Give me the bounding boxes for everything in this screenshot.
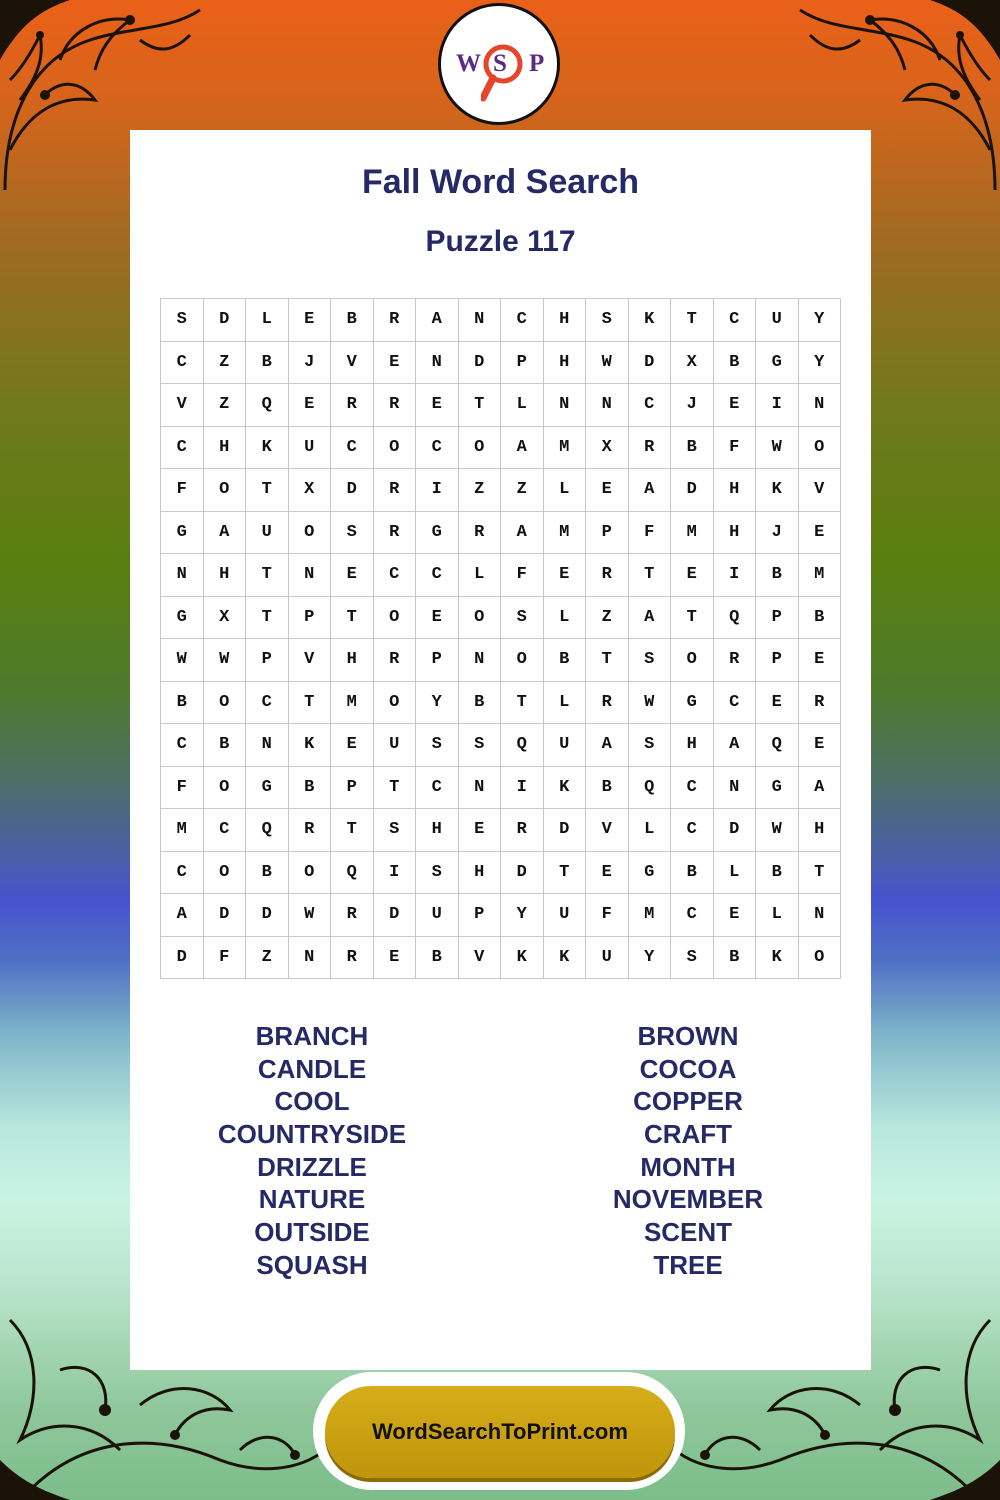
grid-cell[interactable]: U <box>756 299 799 342</box>
word-list-item: CRAFT <box>643 1119 733 1150</box>
grid-cell[interactable]: B <box>544 639 587 682</box>
grid-cell[interactable]: E <box>331 724 374 767</box>
grid-cell[interactable]: Z <box>204 384 247 427</box>
grid-cell[interactable]: Y <box>501 894 544 937</box>
grid-cell[interactable]: O <box>204 767 247 810</box>
grid-cell[interactable]: W <box>161 639 204 682</box>
grid-cell[interactable]: O <box>374 427 417 470</box>
grid-cell[interactable]: Z <box>459 469 502 512</box>
grid-cell[interactable]: I <box>374 852 417 895</box>
grid-cell[interactable]: R <box>289 809 332 852</box>
grid-cell[interactable]: H <box>331 639 374 682</box>
grid-cell[interactable]: A <box>416 299 459 342</box>
grid-cell[interactable]: O <box>289 852 332 895</box>
grid-cell[interactable]: J <box>289 342 332 385</box>
word-list-item: TREE <box>653 1249 723 1280</box>
grid-cell[interactable]: O <box>374 597 417 640</box>
grid-cell[interactable]: B <box>459 682 502 725</box>
grid-cell[interactable]: T <box>671 299 714 342</box>
grid-cell[interactable]: R <box>374 299 417 342</box>
grid-cell[interactable]: S <box>416 724 459 767</box>
grid-cell[interactable]: E <box>416 597 459 640</box>
grid-cell[interactable]: C <box>416 767 459 810</box>
grid-cell[interactable]: J <box>671 384 714 427</box>
grid-cell[interactable]: Y <box>799 299 842 342</box>
grid-cell[interactable]: R <box>799 682 842 725</box>
grid-cell[interactable]: O <box>204 682 247 725</box>
grid-cell[interactable]: X <box>204 597 247 640</box>
grid-cell[interactable]: R <box>586 554 629 597</box>
grid-cell[interactable]: F <box>501 554 544 597</box>
grid-cell[interactable]: L <box>714 852 757 895</box>
grid-cell[interactable]: R <box>501 809 544 852</box>
grid-cell[interactable]: B <box>416 937 459 980</box>
grid-cell[interactable]: R <box>629 427 672 470</box>
grid-cell[interactable]: S <box>161 299 204 342</box>
grid-cell[interactable]: X <box>671 342 714 385</box>
grid-cell[interactable]: C <box>204 809 247 852</box>
grid-cell[interactable]: G <box>416 512 459 555</box>
grid-cell[interactable]: A <box>629 469 672 512</box>
grid-cell[interactable]: B <box>204 724 247 767</box>
grid-cell[interactable]: B <box>671 427 714 470</box>
grid-cell[interactable]: U <box>374 724 417 767</box>
grid-cell[interactable]: C <box>416 427 459 470</box>
grid-cell[interactable]: L <box>544 469 587 512</box>
grid-cell[interactable]: R <box>374 384 417 427</box>
grid-cell[interactable]: I <box>416 469 459 512</box>
grid-cell[interactable]: L <box>459 554 502 597</box>
grid-cell[interactable]: A <box>501 512 544 555</box>
grid-cell[interactable]: W <box>204 639 247 682</box>
grid-cell[interactable]: S <box>586 299 629 342</box>
grid-cell[interactable]: Z <box>246 937 289 980</box>
grid-cell[interactable]: T <box>501 682 544 725</box>
grid-cell[interactable]: Z <box>586 597 629 640</box>
grid-cell[interactable]: E <box>586 469 629 512</box>
grid-cell[interactable]: Z <box>501 469 544 512</box>
grid-cell[interactable]: O <box>459 597 502 640</box>
grid-cell[interactable]: N <box>459 299 502 342</box>
grid-cell[interactable]: F <box>714 427 757 470</box>
grid-cell[interactable]: N <box>459 767 502 810</box>
grid-cell[interactable]: T <box>246 554 289 597</box>
grid-cell[interactable]: O <box>374 682 417 725</box>
grid-cell[interactable]: H <box>459 852 502 895</box>
grid-cell[interactable]: C <box>161 342 204 385</box>
grid-cell[interactable]: X <box>289 469 332 512</box>
grid-cell[interactable]: Q <box>246 384 289 427</box>
grid-cell[interactable]: O <box>289 512 332 555</box>
grid-cell[interactable]: A <box>501 427 544 470</box>
grid-cell[interactable]: U <box>544 724 587 767</box>
grid-cell[interactable]: A <box>586 724 629 767</box>
grid-cell[interactable]: F <box>204 937 247 980</box>
grid-cell[interactable]: N <box>799 894 842 937</box>
grid-cell[interactable]: B <box>331 299 374 342</box>
grid-cell[interactable]: T <box>586 639 629 682</box>
grid-cell[interactable]: L <box>544 597 587 640</box>
grid-cell[interactable]: E <box>374 937 417 980</box>
grid-cell[interactable]: D <box>501 852 544 895</box>
grid-cell[interactable]: U <box>289 427 332 470</box>
grid-cell[interactable]: T <box>331 597 374 640</box>
grid-cell[interactable]: B <box>799 597 842 640</box>
grid-cell[interactable]: N <box>289 554 332 597</box>
word-list-item: COCOA <box>639 1053 737 1084</box>
grid-cell[interactable]: Q <box>756 724 799 767</box>
grid-cell[interactable]: H <box>416 809 459 852</box>
grid-cell[interactable]: G <box>629 852 672 895</box>
grid-cell[interactable]: S <box>629 724 672 767</box>
grid-cell[interactable]: E <box>799 639 842 682</box>
grid-cell[interactable]: F <box>586 894 629 937</box>
grid-cell[interactable]: H <box>671 724 714 767</box>
grid-cell[interactable]: P <box>756 639 799 682</box>
grid-cell[interactable]: N <box>416 342 459 385</box>
grid-cell[interactable]: G <box>671 682 714 725</box>
grid-cell[interactable]: H <box>204 554 247 597</box>
word-list-right <box>538 1020 838 1282</box>
logo-letter-w: W <box>456 50 481 77</box>
word-list-item: BROWN <box>637 1021 739 1051</box>
grid-cell[interactable]: C <box>671 894 714 937</box>
grid-cell[interactable]: C <box>671 767 714 810</box>
grid-cell[interactable]: C <box>416 554 459 597</box>
grid-cell[interactable]: C <box>501 299 544 342</box>
grid-cell[interactable]: O <box>459 427 502 470</box>
grid-cell[interactable]: G <box>161 512 204 555</box>
grid-cell[interactable]: P <box>246 639 289 682</box>
grid-cell[interactable]: U <box>586 937 629 980</box>
grid-cell[interactable]: G <box>246 767 289 810</box>
grid-cell[interactable]: I <box>756 384 799 427</box>
grid-cell[interactable]: P <box>331 767 374 810</box>
grid-cell[interactable]: O <box>799 427 842 470</box>
grid-cell[interactable]: H <box>204 427 247 470</box>
grid-cell[interactable]: R <box>374 639 417 682</box>
grid-cell[interactable]: S <box>671 937 714 980</box>
puzzle-number: Puzzle 117 <box>425 225 576 258</box>
grid-cell[interactable]: K <box>756 469 799 512</box>
grid-cell[interactable]: E <box>671 554 714 597</box>
grid-cell[interactable]: I <box>501 767 544 810</box>
grid-cell[interactable]: I <box>714 554 757 597</box>
grid-cell[interactable]: O <box>501 639 544 682</box>
grid-cell[interactable]: C <box>246 682 289 725</box>
grid-cell[interactable]: U <box>416 894 459 937</box>
grid-cell[interactable]: Z <box>204 342 247 385</box>
grid-cell[interactable]: V <box>586 809 629 852</box>
grid-cell[interactable]: T <box>374 767 417 810</box>
logo-letter-s: S <box>493 50 507 77</box>
grid-cell[interactable]: N <box>586 384 629 427</box>
grid-cell[interactable]: N <box>246 724 289 767</box>
grid-cell[interactable]: B <box>161 682 204 725</box>
grid-cell[interactable]: Q <box>714 597 757 640</box>
grid-cell[interactable]: L <box>246 299 289 342</box>
grid-cell[interactable]: P <box>756 597 799 640</box>
grid-cell[interactable]: M <box>331 682 374 725</box>
grid-cell[interactable]: D <box>204 299 247 342</box>
grid-cell[interactable]: V <box>459 937 502 980</box>
grid-cell[interactable]: M <box>544 512 587 555</box>
grid-cell[interactable]: O <box>204 469 247 512</box>
grid-cell[interactable]: C <box>161 724 204 767</box>
grid-cell[interactable]: T <box>289 682 332 725</box>
grid-cell[interactable]: E <box>714 384 757 427</box>
website-label: WordSearchToPrint.com <box>372 1419 628 1444</box>
grid-cell[interactable]: E <box>374 342 417 385</box>
grid-cell[interactable]: E <box>331 554 374 597</box>
word-list-item: SCENT <box>643 1217 733 1248</box>
word-list-item: MONTH <box>640 1151 736 1182</box>
grid-cell[interactable]: D <box>629 342 672 385</box>
grid-cell[interactable]: C <box>374 554 417 597</box>
logo-letter-p: P <box>529 50 545 77</box>
grid-cell[interactable]: P <box>501 342 544 385</box>
grid-cell[interactable]: S <box>374 809 417 852</box>
grid-cell[interactable]: N <box>161 554 204 597</box>
grid-cell[interactable]: H <box>544 299 587 342</box>
grid-cell[interactable]: Y <box>416 682 459 725</box>
grid-cell[interactable]: D <box>204 894 247 937</box>
grid-cell[interactable]: Q <box>629 767 672 810</box>
grid-cell[interactable]: B <box>289 767 332 810</box>
page-title: Fall Word Search <box>361 163 640 201</box>
letter-grid <box>160 298 841 979</box>
grid-cell[interactable]: R <box>459 512 502 555</box>
grid-cell[interactable]: D <box>374 894 417 937</box>
grid-cell[interactable]: U <box>246 512 289 555</box>
grid-cell[interactable]: D <box>714 809 757 852</box>
grid-cell[interactable]: H <box>799 809 842 852</box>
site-logo[interactable] <box>438 3 560 125</box>
grid-cell[interactable]: V <box>161 384 204 427</box>
grid-cell[interactable]: R <box>331 384 374 427</box>
grid-cell[interactable]: E <box>586 852 629 895</box>
grid-cell[interactable]: S <box>501 597 544 640</box>
grid-cell[interactable]: T <box>544 852 587 895</box>
grid-cell[interactable]: Q <box>501 724 544 767</box>
grid-cell[interactable]: E <box>544 554 587 597</box>
grid-cell[interactable]: D <box>246 894 289 937</box>
grid-cell[interactable]: A <box>799 767 842 810</box>
grid-cell[interactable]: K <box>544 937 587 980</box>
grid-cell[interactable]: R <box>331 894 374 937</box>
grid-cell[interactable]: V <box>289 639 332 682</box>
word-list-item: BRANCH <box>255 1021 369 1051</box>
grid-cell[interactable]: M <box>629 894 672 937</box>
grid-cell[interactable]: D <box>331 469 374 512</box>
word-list-item: COOL <box>274 1086 350 1117</box>
grid-cell[interactable]: B <box>714 937 757 980</box>
grid-cell[interactable]: T <box>671 597 714 640</box>
website-button[interactable] <box>325 1386 675 1478</box>
grid-cell[interactable]: L <box>501 384 544 427</box>
grid-cell[interactable]: P <box>289 597 332 640</box>
grid-cell[interactable]: G <box>756 342 799 385</box>
puzzle-card <box>130 130 871 1370</box>
grid-cell[interactable]: H <box>714 469 757 512</box>
grid-cell[interactable]: P <box>459 894 502 937</box>
grid-cell[interactable]: N <box>544 384 587 427</box>
grid-cell[interactable]: O <box>671 639 714 682</box>
grid-cell[interactable]: N <box>799 384 842 427</box>
grid-cell[interactable]: R <box>714 639 757 682</box>
word-list-item: NATURE <box>258 1184 366 1215</box>
grid-cell[interactable]: W <box>756 427 799 470</box>
grid-cell[interactable]: F <box>161 767 204 810</box>
grid-cell[interactable]: L <box>756 894 799 937</box>
grid-cell[interactable]: P <box>416 639 459 682</box>
grid-cell[interactable]: S <box>459 724 502 767</box>
grid-cell[interactable]: A <box>204 512 247 555</box>
grid-cell[interactable]: K <box>246 427 289 470</box>
grid-cell[interactable]: W <box>586 342 629 385</box>
grid-cell[interactable]: R <box>331 937 374 980</box>
grid-cell[interactable]: J <box>756 512 799 555</box>
grid-cell[interactable]: R <box>374 469 417 512</box>
grid-cell[interactable]: N <box>459 639 502 682</box>
grid-cell[interactable]: E <box>416 384 459 427</box>
grid-cell[interactable]: E <box>799 724 842 767</box>
grid-cell[interactable]: S <box>629 639 672 682</box>
grid-cell[interactable]: E <box>756 682 799 725</box>
grid-cell[interactable]: Q <box>331 852 374 895</box>
grid-cell[interactable]: C <box>671 809 714 852</box>
grid-cell[interactable]: O <box>799 937 842 980</box>
grid-cell[interactable]: C <box>629 384 672 427</box>
grid-cell[interactable]: M <box>161 809 204 852</box>
grid-cell[interactable]: A <box>161 894 204 937</box>
grid-cell[interactable]: E <box>799 512 842 555</box>
grid-cell[interactable]: V <box>799 469 842 512</box>
grid-cell[interactable]: C <box>161 852 204 895</box>
grid-cell[interactable]: B <box>246 342 289 385</box>
grid-cell[interactable]: K <box>289 724 332 767</box>
grid-cell[interactable]: F <box>629 512 672 555</box>
grid-cell[interactable]: C <box>714 682 757 725</box>
grid-cell[interactable]: M <box>544 427 587 470</box>
word-list-item: SQUASH <box>256 1249 368 1280</box>
grid-cell[interactable]: C <box>714 299 757 342</box>
word-list-item: DRIZZLE <box>257 1151 367 1182</box>
grid-cell[interactable]: D <box>544 809 587 852</box>
grid-cell[interactable]: K <box>629 299 672 342</box>
word-list-item: CANDLE <box>257 1053 367 1084</box>
grid-cell[interactable]: D <box>161 937 204 980</box>
grid-cell[interactable]: B <box>671 852 714 895</box>
grid-cell[interactable]: C <box>331 427 374 470</box>
grid-cell[interactable]: K <box>544 767 587 810</box>
grid-cell[interactable]: A <box>629 597 672 640</box>
word-list-item: NOVEMBER <box>612 1184 764 1215</box>
grid-cell[interactable]: V <box>331 342 374 385</box>
grid-cell[interactable]: K <box>501 937 544 980</box>
grid-cell[interactable]: E <box>289 299 332 342</box>
grid-cell[interactable]: T <box>331 809 374 852</box>
grid-cell[interactable]: G <box>756 767 799 810</box>
grid-cell[interactable]: B <box>586 767 629 810</box>
word-list-item: OUTSIDE <box>254 1217 370 1248</box>
word-list-left <box>162 1020 462 1282</box>
grid-cell[interactable]: B <box>756 554 799 597</box>
grid-cell[interactable]: S <box>416 852 459 895</box>
grid-cell[interactable]: U <box>544 894 587 937</box>
word-list-item: COPPER <box>633 1086 743 1117</box>
grid-cell[interactable]: R <box>586 682 629 725</box>
grid-cell[interactable]: C <box>161 427 204 470</box>
grid-cell[interactable]: D <box>671 469 714 512</box>
word-list-item: COUNTRYSIDE <box>217 1119 407 1150</box>
grid-cell[interactable]: T <box>246 469 289 512</box>
grid-cell[interactable]: B <box>756 852 799 895</box>
grid-cell[interactable]: K <box>756 937 799 980</box>
grid-cell[interactable]: T <box>629 554 672 597</box>
grid-cell[interactable]: B <box>246 852 289 895</box>
grid-cell[interactable]: N <box>289 937 332 980</box>
grid-cell[interactable]: X <box>586 427 629 470</box>
grid-cell[interactable]: T <box>246 597 289 640</box>
grid-cell[interactable]: F <box>161 469 204 512</box>
grid-cell[interactable]: L <box>544 682 587 725</box>
grid-cell[interactable]: N <box>714 767 757 810</box>
grid-cell[interactable]: Y <box>799 342 842 385</box>
grid-cell[interactable]: E <box>289 384 332 427</box>
grid-cell[interactable]: W <box>629 682 672 725</box>
grid-cell[interactable]: T <box>799 852 842 895</box>
grid-cell[interactable]: M <box>799 554 842 597</box>
grid-cell[interactable]: L <box>629 809 672 852</box>
grid-cell[interactable]: R <box>374 512 417 555</box>
grid-cell[interactable]: G <box>161 597 204 640</box>
grid-cell[interactable]: Q <box>246 809 289 852</box>
grid-cell[interactable]: M <box>671 512 714 555</box>
grid-cell[interactable]: H <box>544 342 587 385</box>
grid-cell[interactable]: T <box>459 384 502 427</box>
grid-cell[interactable]: B <box>714 342 757 385</box>
grid-cell[interactable]: S <box>331 512 374 555</box>
grid-cell[interactable]: W <box>756 809 799 852</box>
grid-cell[interactable]: P <box>586 512 629 555</box>
grid-cell[interactable]: O <box>204 852 247 895</box>
grid-cell[interactable]: A <box>714 724 757 767</box>
grid-cell[interactable]: E <box>459 809 502 852</box>
grid-cell[interactable]: Y <box>629 937 672 980</box>
grid-cell[interactable]: H <box>714 512 757 555</box>
grid-cell[interactable]: E <box>714 894 757 937</box>
grid-cell[interactable]: W <box>289 894 332 937</box>
grid-cell[interactable]: D <box>459 342 502 385</box>
